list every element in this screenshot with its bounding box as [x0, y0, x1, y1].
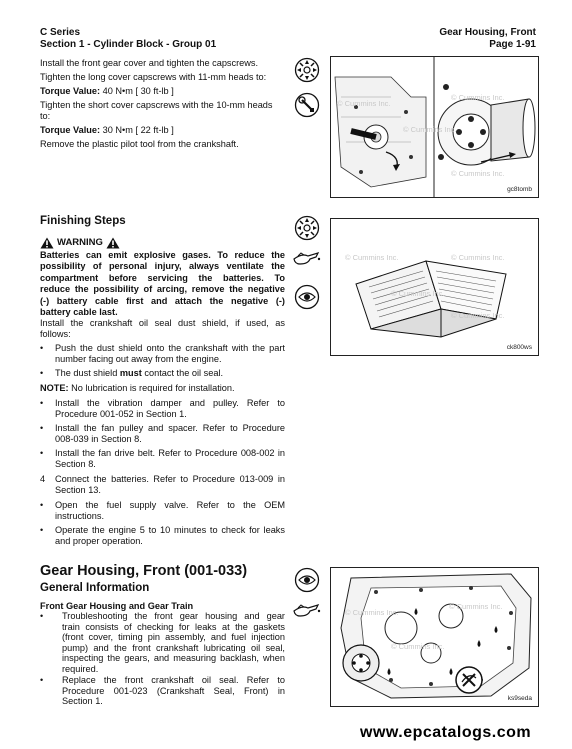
header-section: Section 1 - Cylinder Block - Group 01	[40, 39, 217, 50]
text-line: follows:	[40, 329, 71, 340]
text-line: Procedure 001-023 (Crankshaft Seal, Front) in	[62, 685, 285, 696]
warning-icon	[40, 237, 54, 249]
list-item	[55, 368, 223, 379]
text-line: (front cover, timing pin assembly, and fuel injection	[62, 632, 285, 643]
manual-book-figure	[330, 218, 539, 356]
torque-value: 40 N•m [ 30 ft-lb ]	[102, 86, 174, 96]
warning-text	[40, 250, 285, 318]
bullet: •	[40, 343, 44, 353]
footer-url[interactable]: www.epcatalogs.com	[360, 724, 532, 741]
list-item	[55, 525, 285, 548]
text-line: Section 1.	[62, 696, 103, 707]
emphasis-text: must	[119, 368, 142, 378]
warning-line: battery cable last.	[40, 307, 118, 318]
oil-can-icon	[292, 249, 322, 267]
text-line: Troubleshooting the front gear housing and gear	[62, 611, 285, 621]
text-line: Install the fan drive belt. Refer to Procedure 008-002 in	[55, 448, 285, 458]
front-gear-heading: Front Gear Housing and Gear Train	[40, 601, 194, 611]
text-line: Install the vibration damper and pulley. Refer to	[55, 398, 285, 408]
text-line: Open the fuel supply valve. Refer to the OEM	[55, 500, 285, 510]
watermark: © Cummins Inc.	[449, 602, 503, 611]
list-item	[55, 343, 285, 366]
oil-can-icon	[292, 601, 322, 619]
text-part: contact the oil seal.	[141, 368, 224, 378]
torque-label: Torque Value:	[40, 86, 101, 96]
general-information-title: General Information	[40, 582, 150, 594]
text-line: Connect the batteries. Refer to Procedure 013-009 in	[55, 474, 285, 484]
figure-caption: ck800ws	[506, 344, 532, 351]
warning-heading	[40, 237, 120, 249]
text-part: The dust shield	[55, 368, 120, 378]
text-line: pump) and the front crankshaft lubricating oil seal,	[62, 642, 285, 653]
header-series: C Series	[40, 27, 81, 38]
list-item	[62, 675, 285, 707]
text-line: Install the crankshaft oil seal dust shield, if used, as	[40, 318, 285, 328]
warning-line: compartment before servicing the batteries. To	[40, 272, 285, 283]
tighten-short-text-2: to:	[40, 111, 51, 121]
list-item	[62, 611, 285, 675]
text-line: Operate the engine 5 to 10 minutes to check for leaks	[55, 525, 285, 535]
list-item	[55, 500, 285, 523]
text-line: train consists of checking for leaks at the gaskets	[62, 621, 285, 632]
eye-icon	[294, 567, 320, 593]
engine-gear-housing-figure	[330, 567, 539, 707]
bullet: •	[40, 500, 44, 510]
text-line: 008-039 in Section 8.	[55, 434, 142, 445]
text-line: Procedure 001-052 in Section 1.	[55, 409, 187, 420]
watermark: © Cummins Inc.	[337, 99, 391, 108]
text-line: inspecting the gears, and measuring backlash, when	[62, 653, 285, 664]
text-line: instructions.	[55, 511, 105, 522]
watermark: © Cummins Inc.	[451, 253, 505, 262]
finishing-steps-title: Finishing Steps	[40, 215, 126, 227]
list-item	[55, 423, 285, 446]
watermark: © Cummins Inc.	[451, 93, 505, 102]
watermark: © Cummins Inc.	[345, 253, 399, 262]
text-line: Replace the front crankshaft oil seal. Refer to	[62, 675, 285, 685]
warning-line: Batteries can emit explosive gases. To reduce the	[40, 250, 285, 260]
text-line: Push the dust shield onto the crankshaft with the part	[55, 343, 285, 353]
install-cover-text: Install the front gear cover and tighten the capscrews.	[40, 58, 259, 68]
watermark: © Cummins Inc.	[391, 289, 445, 298]
gear-housing-title: Gear Housing, Front (001-033)	[40, 563, 248, 579]
eye-icon	[294, 284, 320, 310]
warning-line: possibility of personal injury, always ventilate the	[40, 261, 285, 272]
warning-icon	[106, 237, 120, 249]
warning-line: reduce the possibility of arcing, remove the negative	[40, 284, 285, 295]
warning-line: (-) battery cable first and attach the negative (-)	[40, 295, 285, 306]
bullet: •	[40, 448, 44, 458]
text-line: Section 13.	[55, 485, 101, 496]
tighten-short-text: Tighten the short cover capscrews with the 10-mm heads	[40, 100, 273, 110]
step-number: 4	[40, 474, 46, 484]
watermark: © Cummins Inc.	[451, 169, 505, 178]
list-item	[55, 448, 285, 471]
figure-caption: ks9seda	[507, 695, 532, 702]
bullet: •	[40, 368, 44, 378]
bullet: •	[40, 525, 44, 535]
note-body: No lubrication is required for installation.	[68, 383, 235, 393]
text-line: and proper operation.	[55, 536, 143, 547]
warning-label: WARNING	[57, 237, 103, 249]
text-line: Install the fan pulley and spacer. Refer to Procedure	[55, 423, 285, 433]
watermark: © Cummins Inc.	[345, 608, 399, 617]
note-label: NOTE:	[40, 383, 69, 393]
torque-value-1	[40, 86, 174, 97]
torque-value-2	[40, 125, 174, 136]
wrench-icon	[294, 57, 320, 83]
wrench-icon	[294, 215, 320, 241]
torque-label: Torque Value:	[40, 125, 101, 135]
watermark: © Cummins Inc.	[391, 642, 445, 651]
watermark: © Cummins Inc.	[403, 125, 457, 134]
bullet: •	[40, 398, 44, 408]
text-line: required.	[62, 663, 99, 674]
torque-value: 30 N•m [ 22 ft-lb ]	[102, 125, 174, 135]
remove-pilot-text: Remove the plastic pilot tool from the crankshaft.	[40, 139, 239, 149]
figure-caption: gc8tomb	[507, 186, 532, 193]
install-dust-shield-text	[40, 318, 285, 341]
text-line: number facing out away from the engine.	[55, 354, 222, 365]
list-item	[55, 398, 285, 421]
note-text	[40, 383, 235, 394]
watermark: © Cummins Inc.	[451, 311, 505, 320]
tighten-long-text: Tighten the long cover capscrews with 11-mm heads to:	[40, 72, 267, 82]
bullet: •	[40, 675, 44, 685]
header-title: Gear Housing, Front	[439, 27, 536, 38]
bullet: •	[40, 423, 44, 433]
list-item	[55, 474, 285, 497]
bullet: •	[40, 611, 44, 621]
gear-cover-figure	[330, 56, 539, 198]
header-page: Page 1-91	[489, 39, 536, 50]
text-line: Section 8.	[55, 459, 96, 470]
torque-gauge-icon	[294, 92, 320, 118]
